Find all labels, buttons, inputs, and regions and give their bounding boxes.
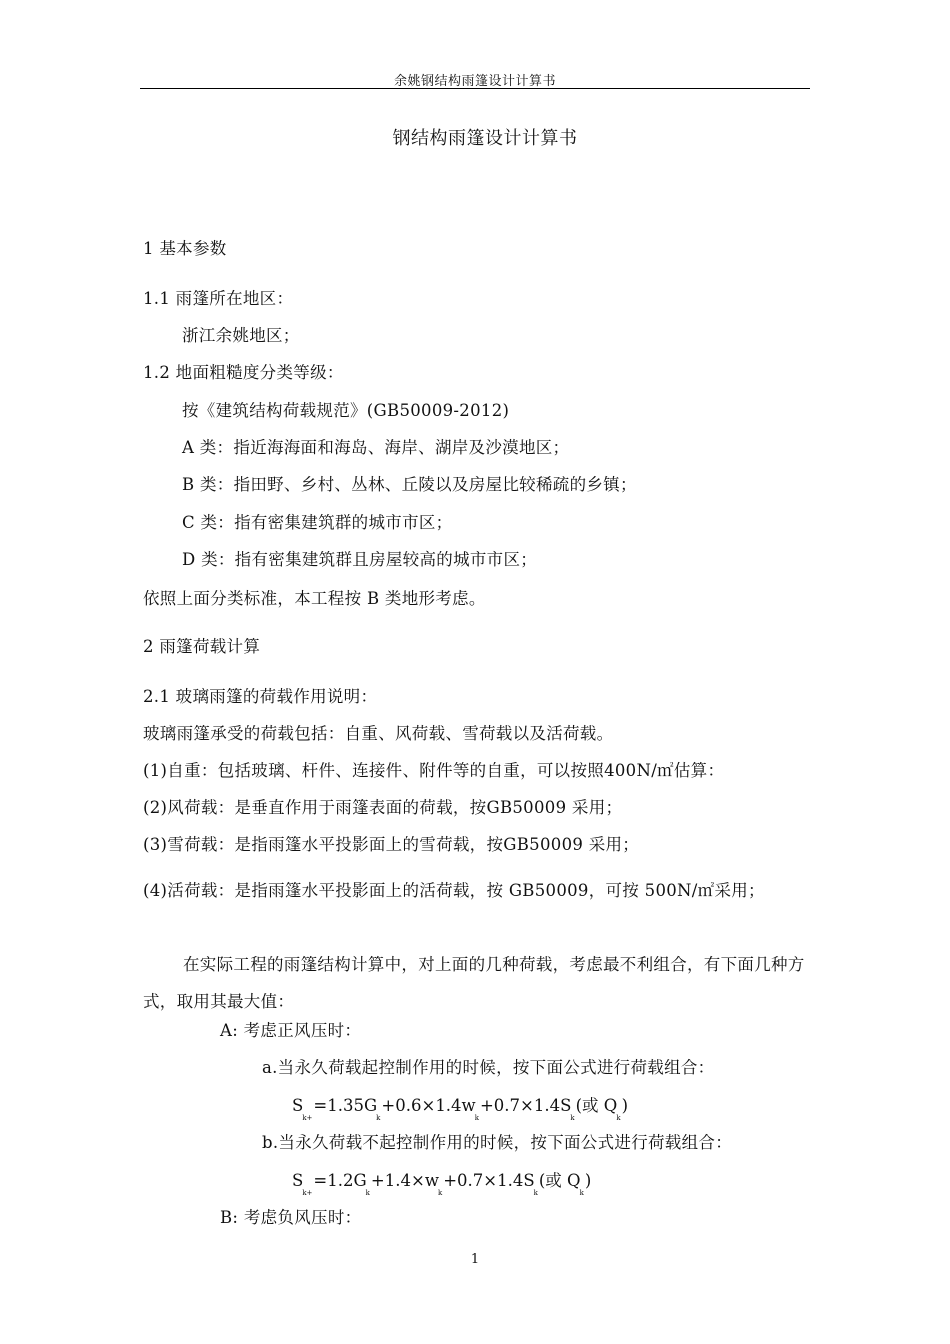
header-rule [140,88,810,89]
subsection-heading-1-2: 1.2 地面粗糙度分类等级： [143,363,344,382]
case-b-heading: B: 考虑负风压时： [220,1208,362,1227]
subsection-heading-2-1: 2.1 玻璃雨篷的荷载作用说明： [143,687,378,706]
paragraph: 玻璃雨篷承受的荷载包括：自重、风荷载、雪荷载以及活荷载。 [143,724,614,743]
formula-a: $S_{k+}=1.35G_k+0.6\times 1.4w_k+0.7\times 1.4S_k$(或 $Q_k$) [292,1096,629,1122]
paragraph: b.当永久荷载不起控制作用的时候，按下面公式进行荷载组合： [262,1133,733,1152]
formula-b: $S_{k+}=1.2G_k+1.4\times w_k+0.7\times 1.4S_k$(或 $Q_k$) [292,1171,592,1197]
paragraph: 按《建筑结构荷载规范》(GB50009-2012) [182,401,510,420]
paragraph: A 类：指近海海面和海岛、海岸、湖岸及沙漠地区； [182,438,570,457]
paragraph: B 类：指田野、乡村、丛林、丘陵以及房屋比较稀疏的乡镇； [182,475,637,494]
paragraph: (3)雪荷载：是指雨篷水平投影面上的雪荷载，按GB50009 采用； [143,835,640,854]
paragraph: 在实际工程的雨篷结构计算中，对上面的几种荷载，考虑最不利组合，有下面几种方式，取用其最大值： [143,955,805,1011]
paragraph: (1)自重：包括玻璃、杆件、连接件、附件等的自重，可以按照400N/㎡估算： [143,761,725,780]
page-number: 1 [470,1252,480,1267]
paragraph: D 类：指有密集建筑群且房屋较高的城市市区； [182,550,538,569]
paragraph: C 类：指有密集建筑群的城市市区； [182,513,453,532]
paragraph: a.当永久荷载起控制作用的时候，按下面公式进行荷载组合： [262,1058,715,1077]
running-header: 余姚钢结构雨篷设计计算书 [393,74,556,89]
subsection-heading-1-1: 1.1 雨篷所在地区： [143,289,294,308]
section-heading-2: 2 雨篷荷载计算 [143,637,261,656]
document-title: 钢结构雨篷设计计算书 [392,128,578,149]
paragraph: (4)活荷载：是指雨篷水平投影面上的活荷载，按 GB50009，可按 500N/㎡采用； [143,881,765,900]
case-a-heading: A: 考虑正风压时： [220,1021,362,1040]
paragraph: (2)风荷载：是垂直作用于雨篷表面的荷载，按GB50009 采用； [143,798,623,817]
paragraph: 浙江余姚地区； [182,326,300,345]
section-heading-1: 1 基本参数 [143,239,227,258]
paragraph: 依照上面分类标准，本工程按 B 类地形考虑。 [143,589,486,608]
